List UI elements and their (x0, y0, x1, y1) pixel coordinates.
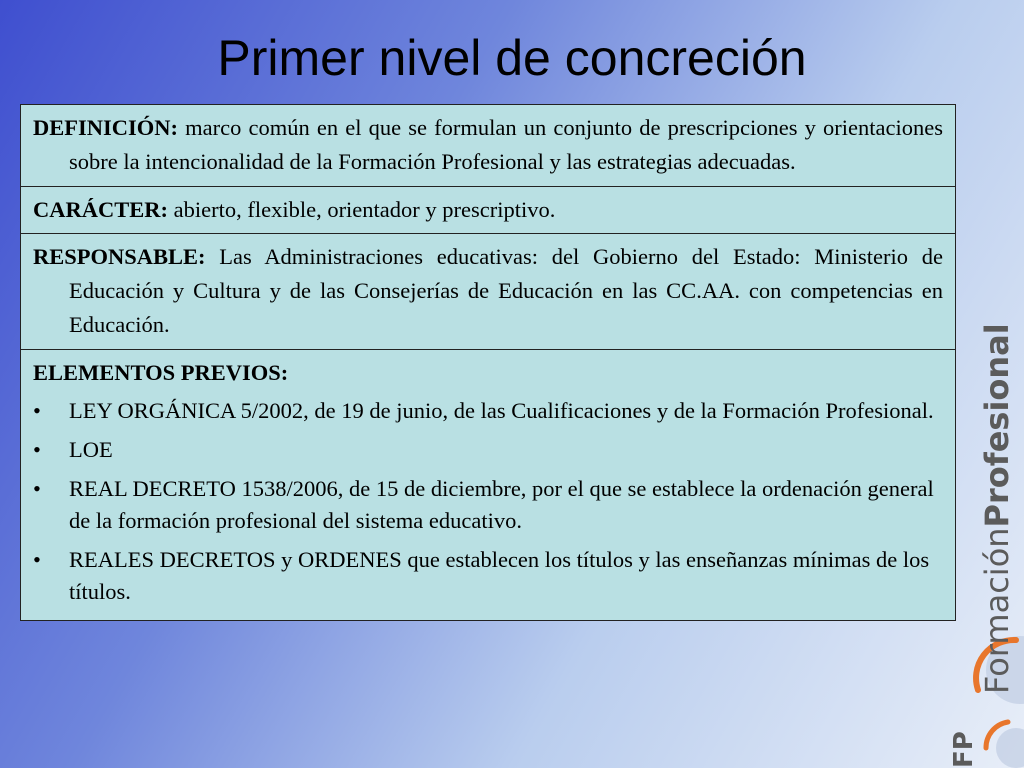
list-item (33, 434, 943, 467)
caracter-label: CARÁCTER: (33, 196, 168, 222)
elementos-heading: ELEMENTOS PREVIOS: (33, 359, 289, 385)
table-row-elementos (21, 349, 956, 621)
caracter-cell (21, 186, 956, 234)
logo-wordmark (978, 323, 1016, 694)
table-row-responsable (21, 234, 956, 349)
responsable-text: Las Administraciones educativas: del Gobierno del Estado: Ministerio de Educación y Cultura y de las Consejerías de Educación en las CC.AA. con competencias en Educación. (69, 244, 943, 337)
bullet-icon: • (33, 475, 41, 501)
list-item (33, 395, 943, 428)
responsable-paragraph (33, 240, 943, 341)
slide-title: Primer nivel de concreción (217, 30, 807, 86)
responsable-label: RESPONSABLE: (33, 244, 206, 270)
list-item (33, 544, 943, 609)
list-item-text: LEY ORGÁNICA 5/2002, de 19 de junio, de las Cualificaciones y de la Formación Profesional. (69, 398, 934, 424)
table-row-caracter (21, 186, 956, 234)
formacion-profesional-logo (949, 323, 1022, 768)
list-item (33, 473, 943, 538)
caracter-text: abierto, flexible, orientador y prescriptivo. (168, 196, 556, 222)
list-item-text: REAL DECRETO 1538/2006, de 15 de diciembre, por el que se establece la ordenación general de la formación profesional del sistema educativo. (69, 475, 934, 534)
definicion-text: marco común en el que se formulan un conjunto de prescripciones y orientaciones sobre la intencionalidad de la Formación Profesional y las estrategias adecuadas. (69, 115, 943, 174)
definicion-cell (21, 105, 956, 187)
caracter-paragraph (33, 193, 943, 227)
bullet-icon: • (33, 436, 41, 462)
elementos-cell (21, 349, 956, 621)
list-item-text: REALES DECRETOS y ORDENES que establecen los títulos y las enseñanzas mínimas de los títulos. (69, 546, 930, 605)
logo-word-formacion: Formación (978, 527, 1016, 694)
table-row-definicion (21, 105, 956, 187)
bullet-icon: • (33, 546, 41, 572)
elementos-list (33, 395, 943, 609)
logo-word-profesional: Profesional (978, 323, 1016, 528)
logo-circle-small (996, 728, 1024, 768)
bullet-icon: • (33, 398, 41, 424)
responsable-cell (21, 234, 956, 349)
definicion-paragraph (33, 111, 943, 179)
list-item-text: LOE (69, 436, 113, 462)
logo-acronym: FP (949, 731, 979, 768)
content-table (20, 104, 956, 621)
definicion-label: DEFINICIÓN: (33, 115, 179, 140)
